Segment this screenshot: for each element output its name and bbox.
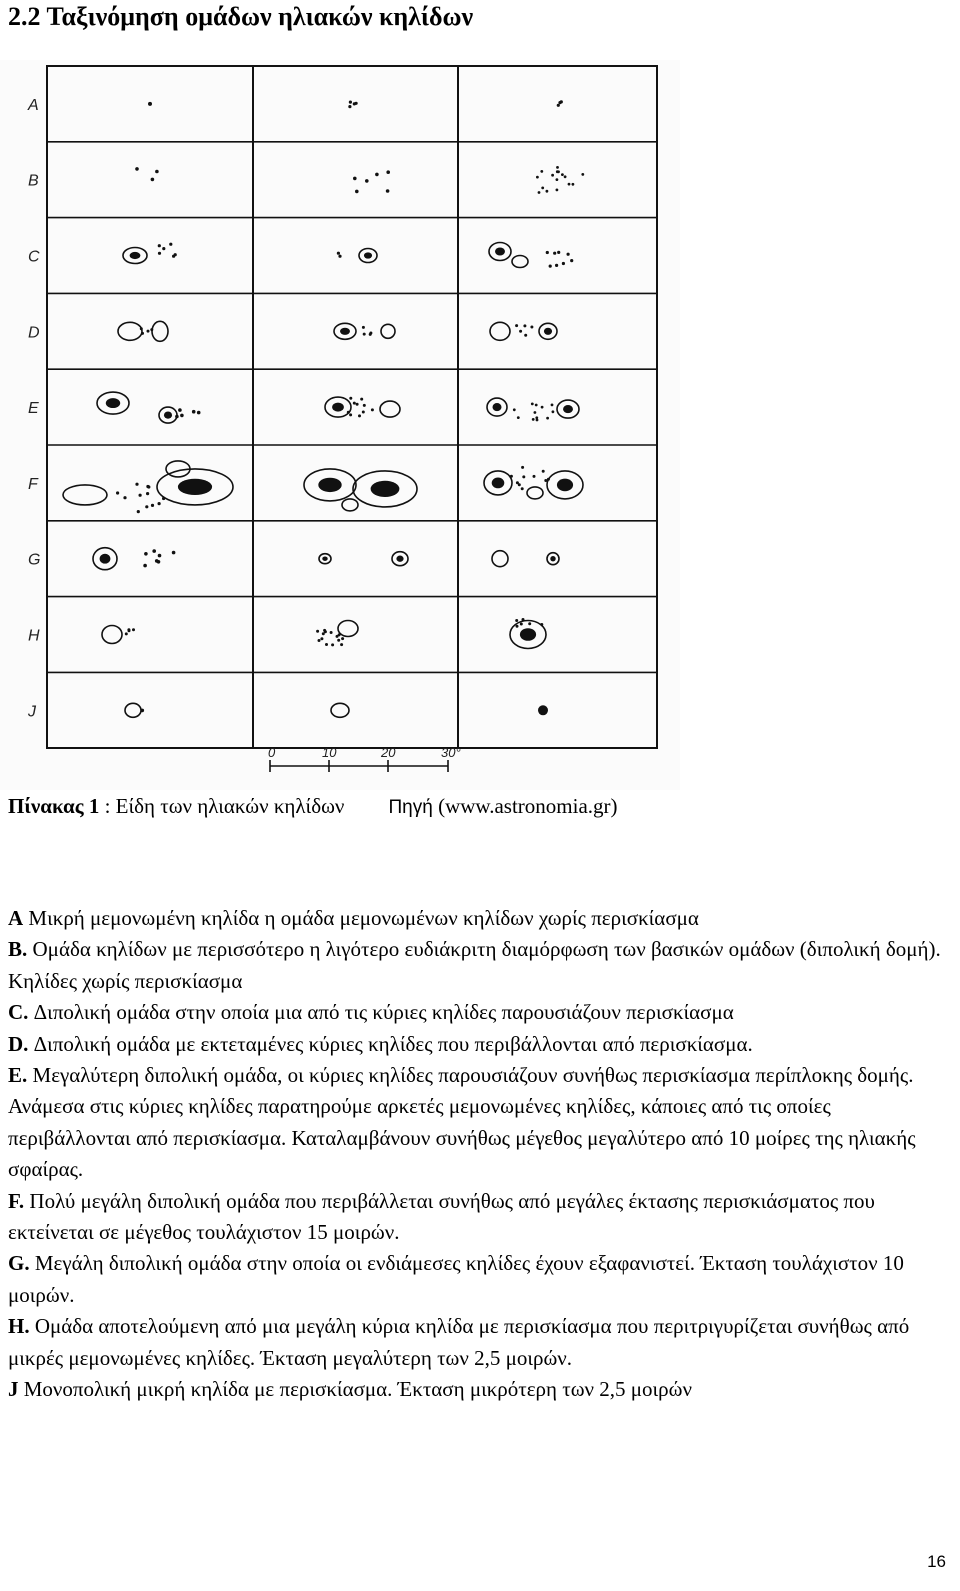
sunspot-mark [158,554,162,558]
sunspot-mark [144,552,148,556]
sunspot-mark [152,549,156,553]
sunspot-classification-figure [0,60,680,790]
class-code: B. [8,937,28,962]
sunspot-mark [531,403,534,406]
umbra-mark [322,556,327,561]
umbra-mark [100,554,111,564]
umbra-mark [130,252,141,259]
sunspot-mark [325,643,328,646]
sunspot-mark [536,419,539,422]
umbra-mark [371,481,400,497]
umbra-mark [364,252,372,258]
sunspot-mark [180,414,184,418]
class-text: Πολύ μεγάλη διπολική ομάδα που περιβάλλεται συνήθως από μεγάλες έκτασης περισκιάσματος που εκτείνεται σε μέγεθος τουλάχιστον 15 μοιρών. [8,1188,875,1245]
sunspot-mark [557,104,560,107]
sunspot-mark [522,618,525,621]
source-label: Πηγή [388,797,433,818]
sunspot-mark [349,413,352,416]
sunspot-mark [178,408,182,412]
umbra-mark [520,628,536,641]
description-item [8,903,948,934]
row-label: A [28,96,39,114]
sunspot-mark [353,402,356,405]
class-descriptions [8,903,948,1406]
sunspot-mark [515,324,518,327]
sunspot-mark [546,251,549,254]
sunspot-mark [570,259,573,262]
sunspot-mark [123,496,126,499]
sunspot-mark [546,417,549,420]
sunspot-mark [541,187,544,190]
sunspot-mark [318,639,321,642]
class-code: E. [8,1063,28,1088]
sunspot-mark [561,173,564,176]
sunspot-mark [331,643,334,646]
sunspot-mark [338,633,341,636]
sunspot-mark [337,639,340,642]
figure-caption [8,792,618,822]
sunspot-mark [553,252,556,255]
sunspot-mark [353,177,357,181]
umbra-mark [493,403,502,411]
sunspot-mark [542,470,545,473]
umbra-mark [178,479,212,495]
umbra-mark [492,478,505,489]
sunspot-mark [355,102,358,105]
sunspot-mark [141,709,145,713]
class-text: Ομάδα κηλίδων με περισσότερο η λιγότερο ευδιάκριτη διαμόρφωση των βασικών ομάδων (διπολική δομή). Κηλίδες χωρίς περισκίασμα [8,937,941,993]
sunspot-mark [375,173,379,177]
page-number: 16 [927,1552,946,1571]
umbra-mark [495,247,505,255]
sunspot-mark [528,622,531,625]
umbra-mark [332,403,344,412]
umbra-mark [557,479,573,492]
umbra-mark [396,556,403,562]
sunspot-mark [158,252,161,255]
sunspot-mark [349,101,352,104]
class-code: A [8,906,24,930]
sunspot-mark [557,251,560,254]
source-url: (www.astronomia.gr) [438,794,618,818]
sunspot-mark [349,397,352,400]
sunspot-mark [172,551,176,555]
sunspot-mark [358,414,361,417]
sunspot-mark [363,404,366,407]
sunspot-mark [552,410,555,413]
sunspot-mark [567,253,570,256]
class-text: Μικρή μεμονωμένη κηλίδα η ομάδα μεμονωμένων κηλίδων χωρίς περισκίασμα [23,906,699,930]
sunspot-mark [521,487,524,490]
umbra-mark [544,328,552,335]
sunspot-mark [521,466,524,469]
sunspot-mark [322,632,325,635]
scale-label-20: 20 [381,745,396,760]
row-label: B [28,172,39,190]
class-text: Μεγαλύτερη διπολική ομάδα, οι κύριες κηλίδες παρουσιάζουν συνήθως περισκίασμα περίπλοκης δομής. Ανάμεσα στις κύριες κηλίδες παρατηρούμε αρκετές μεμονωμένες κηλίδες, κάποιες από τις οποίες περιβάλλονται από περισκίασμα. Καταλαμβάνουν συνήθως μέγεθος μεγαλύτερο από 10 μοίρες της ηλιακής σφαίρας. [8,1063,916,1182]
row-label: E [28,400,39,418]
description-item [8,1029,948,1060]
sunspot-mark [515,619,518,622]
sunspot-mark [523,324,526,327]
sunspot-mark [538,705,548,715]
sunspot-mark [540,170,543,173]
sunspot-mark [135,483,138,486]
sunspot-mark [155,170,159,174]
sunspot-mark [158,244,161,247]
sunspot-mark [541,406,544,409]
sunspot-mark [175,415,179,419]
sunspot-mark [362,411,365,414]
class-code: G. [8,1251,30,1276]
sunspot-mark [323,629,326,632]
sunspot-mark [386,170,390,174]
sunspot-mark [197,411,201,415]
sunspot-mark [556,178,559,181]
row-label: C [28,248,40,266]
sunspot-mark [530,326,533,329]
sunspot-mark [169,243,172,246]
sunspot-mark [581,173,584,176]
sunspot-mark [568,183,571,186]
sunspot-mark [132,628,135,631]
umbra-mark [550,556,555,561]
class-text: Μονοπολική μικρή κηλίδα με περισκίασμα. Έκταση μικρότερη των 2,5 μοιρών [18,1377,692,1402]
umbra-mark [340,328,350,335]
table-label: Πίνακας 1 [8,794,100,818]
sunspot-mark [549,265,552,268]
umbra-mark [318,478,341,492]
sunspot-mark [127,628,130,631]
sunspot-mark [513,408,516,411]
description-item [8,1311,948,1374]
umbra-mark [164,412,172,419]
sunspot-mark [536,176,539,179]
sunspot-mark [522,475,525,478]
sunspot-mark [557,170,560,173]
sunspot-mark [360,398,363,401]
sunspot-mark [371,408,374,411]
sunspot-mark [363,333,366,336]
sunspot-mark [320,637,323,640]
sunspot-mark [151,178,155,182]
class-code: D. [8,1031,29,1056]
sunspot-mark [125,632,128,635]
class-text: Διπολική ομάδα με εκτεταμένες κύριες κηλίδες που περιβάλλονται από περισκίασμα. [28,1031,753,1056]
description-item [8,1374,948,1405]
sunspot-mark [338,255,341,258]
sunspot-mark [386,189,390,193]
sunspot-mark [535,404,538,407]
sunspot-mark [162,247,165,250]
sunspot-mark [141,332,144,335]
sunspot-mark [520,623,523,626]
scale-label-10: 10 [322,745,337,760]
sunspot-mark [544,479,547,482]
sunspot-mark [556,166,559,169]
sunspot-mark [510,475,513,478]
sunspot-mark [116,491,119,494]
sunspot-mark [147,330,150,333]
sunspot-mark [519,330,522,333]
sunspot-mark [151,504,154,507]
sunspot-mark [150,328,153,331]
class-code: F. [8,1188,25,1213]
sunspot-mark [369,333,372,336]
sunspot-mark [330,631,333,634]
umbra-mark [106,398,120,408]
sunspot-mark [362,326,365,329]
sunspot-mark [337,252,340,255]
sunspot-mark [524,334,527,337]
sunspot-mark [540,623,543,626]
sunspot-mark [192,410,196,414]
sunspot-mark [347,411,350,414]
sunspot-mark [174,253,177,256]
scale-label-0: 0 [268,745,276,760]
class-code: H. [8,1314,30,1339]
description-item [8,1248,948,1311]
sunspot-mark [516,625,519,628]
sunspot-mark [547,478,550,481]
sunspot-mark [145,505,148,508]
description-item [8,997,948,1028]
row-label: F [28,475,38,493]
sunspot-mark [518,483,521,486]
row-label: H [28,627,40,645]
sunspot-mark [555,264,558,267]
sunspot-mark [534,411,537,414]
sunspot-mark [356,403,359,406]
sunspot-mark [564,175,567,178]
description-item [8,1060,948,1186]
sunspot-mark [157,560,161,564]
row-label: G [28,551,41,569]
row-label: D [28,324,40,342]
sunspot-mark [551,174,554,177]
sunspot-mark [140,327,143,330]
class-code: C. [8,1000,29,1025]
sunspot-mark [572,183,575,186]
scale-label-30: 30° [441,745,461,760]
sunspot-mark [355,190,359,194]
sunspot-mark [340,643,343,646]
sunspot-mark [341,637,344,640]
table-caption-text: : Είδη των ηλιακών κηλίδων [99,794,345,818]
sunspot-mark [348,105,351,108]
sunspot-mark [532,418,535,421]
sunspot-mark [551,404,554,407]
sunspot-mark [562,262,565,265]
sunspot-mark [546,190,549,193]
row-label: J [28,703,36,721]
sunspot-mark [162,497,165,500]
sunspot-mark [158,502,161,505]
sunspot-mark [517,416,520,419]
class-text: Διπολική ομάδα στην οποία μια από τις κύριες κηλίδες παρουσιάζουν περισκίασμα [28,1000,734,1025]
class-text: Μεγάλη διπολική ομάδα στην οποία οι ενδιάμεσες κηλίδες έχουν εξαφανιστεί. Έκταση τουλάχιστον 10 μοιρών. [8,1251,904,1307]
sunspot-mark [137,510,140,513]
sunspot-mark [558,101,561,104]
description-item [8,1186,948,1249]
sunspot-mark [146,492,149,495]
description-item [8,934,948,997]
sunspot-mark [143,564,147,568]
umbra-mark [563,405,573,413]
sunspot-mark [538,191,541,194]
sunspot-mark [365,179,369,183]
sunspot-mark [316,630,319,633]
class-code: J [8,1377,19,1402]
sunspot-mark [533,475,536,478]
section-heading: 2.2 Ταξινόμηση ομάδων ηλιακών κηλίδων [8,2,474,31]
class-text: Ομάδα αποτελούμενη από μια μεγάλη κύρια κηλίδα με περισκίασμα που περιτριγυρίζεται συνήθως από μικρές μεμονωμένες κηλίδες. Έκταση μεγαλύτερη των 2,5 μοιρών. [8,1314,910,1370]
figure-background [0,60,680,790]
sunspot-mark [556,189,559,192]
sunspot-mark [147,485,150,488]
sunspot-mark [139,494,142,497]
sunspot-mark [135,167,139,171]
sunspot-mark [148,102,152,106]
